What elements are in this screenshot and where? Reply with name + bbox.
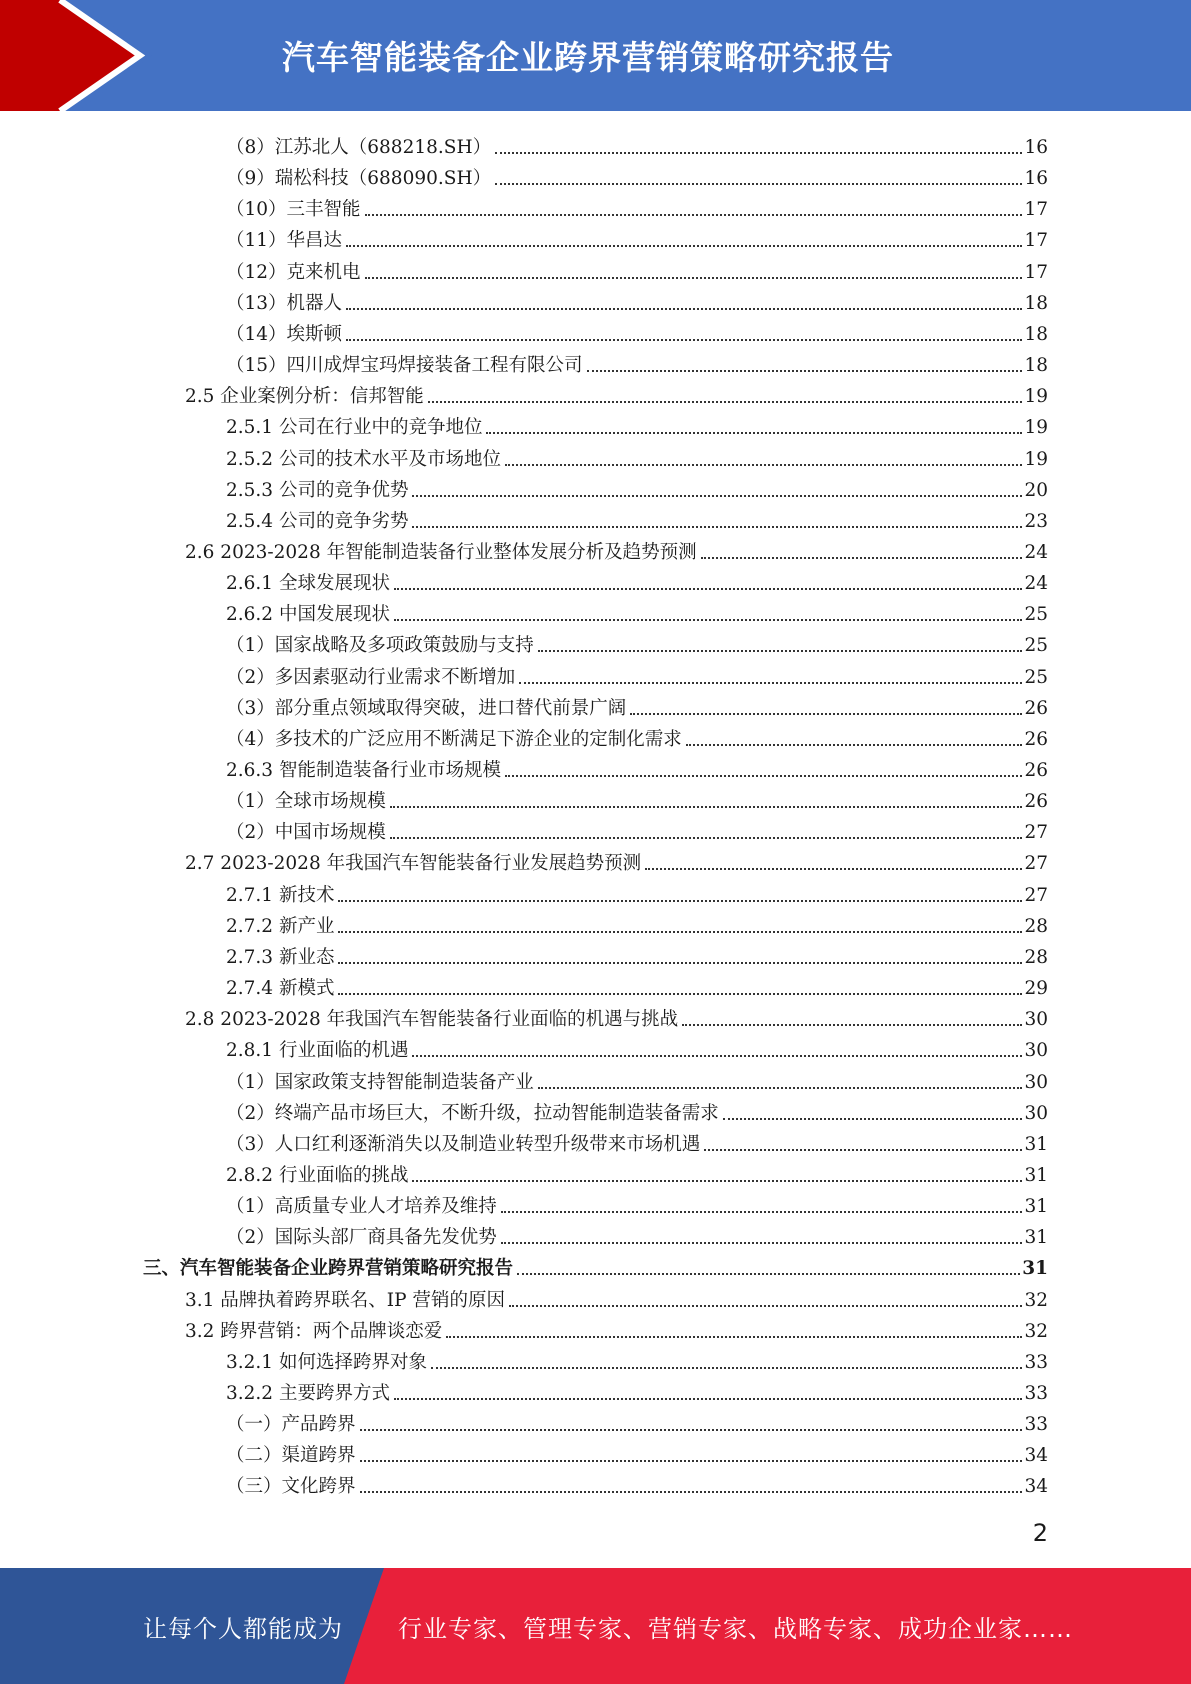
toc-entry[interactable] (226, 315, 1048, 346)
toc-entry[interactable] (226, 1031, 1048, 1062)
toc-entry-title: 2.6.3 智能制造装备行业市场规模 (226, 760, 501, 781)
toc-entry[interactable] (226, 658, 1048, 689)
toc-entry[interactable] (226, 408, 1048, 439)
toc-entry-page: 27 (1024, 822, 1048, 844)
toc-entry[interactable] (226, 969, 1048, 1000)
toc-entry[interactable] (226, 626, 1048, 657)
toc-dot-leader (412, 1055, 1022, 1057)
toc-entry-title: （13）机器人 (226, 292, 343, 314)
toc-dot-leader (431, 1367, 1022, 1369)
toc-dot-leader (686, 744, 1023, 746)
toc-entry-page: 31 (1024, 1164, 1048, 1186)
toc-dot-leader (509, 1305, 1023, 1307)
toc-entry-title: （8）江苏北人（688218.SH） (226, 137, 492, 158)
toc-dot-leader (338, 993, 1022, 995)
toc-entry-page: 30 (1024, 1040, 1048, 1062)
toc-entry-title: 2.7.4 新模式 (226, 978, 335, 1000)
report-title: 汽车智能装备企业跨界营销策略研究报告 (282, 38, 894, 77)
toc-entry-title: 2.7 2023-2028 年我国汽车智能装备行业发展趋势预测 (185, 853, 642, 875)
toc-entry-page: 33 (1024, 1351, 1048, 1373)
toc-dot-leader (501, 1242, 1023, 1244)
toc-entry-title: （2）终端产品市场巨大，不断升级，拉动智能制造装备需求 (226, 1102, 719, 1124)
toc-entry[interactable] (226, 502, 1048, 533)
toc-entry-title: 2.6.1 全球发展现状 (226, 573, 390, 595)
toc-entry[interactable] (185, 1281, 1048, 1312)
toc-entry[interactable] (226, 1405, 1048, 1436)
toc-entry-title: （10）三丰智能 (226, 199, 361, 221)
toc-entry-title: （二）渠道跨界 (226, 1445, 356, 1467)
toc-entry[interactable] (226, 1063, 1048, 1094)
toc-dot-leader (486, 432, 1022, 434)
toc-entry[interactable] (226, 1436, 1048, 1467)
toc-entry-page: 33 (1024, 1414, 1048, 1436)
toc-entry[interactable] (226, 1187, 1048, 1218)
toc-entry-title: 2.5.4 公司的竞争劣势 (226, 510, 409, 532)
toc-entry-title: 2.7.2 新产业 (226, 915, 335, 937)
toc-dot-leader (412, 526, 1022, 528)
toc-entry-title: （2）国际头部厂商具备先发优势 (226, 1227, 497, 1249)
toc-entry-title: 2.8 2023-2028 年我国汽车智能装备行业面临的机遇与挑战 (185, 1009, 679, 1031)
toc-entry[interactable] (226, 907, 1048, 938)
toc-entry-page: 33 (1024, 1383, 1048, 1404)
toc-dot-leader (682, 1024, 1022, 1026)
toc-entry[interactable] (185, 1312, 1048, 1343)
toc-entry-title: （2）多因素驱动行业需求不断增加 (226, 666, 516, 688)
toc-entry-title: （1）国家战略及多项政策鼓励与支持 (226, 635, 534, 657)
toc-entry-page: 30 (1024, 1071, 1048, 1093)
toc-dot-leader (360, 1429, 1023, 1431)
toc-entry-title: （3）人口红利逐渐消失以及制造业转型升级带来市场机遇 (226, 1133, 701, 1155)
toc-entry[interactable] (226, 346, 1048, 377)
toc-entry-title: （1）国家政策支持智能制造装备产业 (226, 1071, 534, 1093)
toc-entry-title: 2.6.2 中国发展现状 (226, 604, 390, 626)
toc-entry[interactable] (226, 876, 1048, 907)
toc-entry-page: 17 (1024, 199, 1048, 221)
toc-dot-leader (519, 682, 1022, 684)
toc-entry-title: 2.5.3 公司的竞争优势 (226, 479, 409, 501)
toc-dot-leader (704, 1149, 1022, 1151)
toc-entry-title: （三）文化跨界 (226, 1476, 356, 1498)
toc-entry-title: 2.7.3 新业态 (226, 946, 335, 968)
page-number: 2 (1032, 1519, 1048, 1547)
toc-entry[interactable] (226, 1467, 1048, 1498)
toc-entry[interactable] (226, 440, 1048, 471)
toc-dot-leader (723, 1118, 1023, 1120)
toc-entry-title: （14）埃斯顿 (226, 323, 343, 345)
toc-entry-page: 25 (1024, 635, 1048, 657)
toc-dot-leader (338, 900, 1022, 902)
toc-entry-title: （9）瑞松科技（688090.SH） (226, 168, 492, 190)
footer-slogan-right: 行业专家、管理专家、营销专家、战略专家、成功企业家…… (398, 1614, 1073, 1643)
toc-entry-page: 30 (1024, 1102, 1048, 1124)
toc-entry-title: 2.7.1 新技术 (226, 884, 335, 906)
toc-dot-leader (495, 152, 1022, 154)
toc-dot-leader (505, 775, 1022, 777)
toc-entry[interactable] (143, 1249, 1048, 1280)
toc-entry-title: （1）全球市场规模 (226, 791, 386, 813)
toc-entry-page: 19 (1024, 386, 1048, 408)
toc-entry-page: 25 (1024, 604, 1048, 626)
toc-entry-title: 三、汽车智能装备企业跨界营销策略研究报告 (143, 1258, 514, 1280)
toc-entry[interactable] (226, 782, 1048, 813)
toc-dot-leader (412, 1180, 1022, 1182)
toc-entry-page: 19 (1024, 448, 1048, 470)
toc-entry-page: 17 (1024, 261, 1048, 283)
toc-entry[interactable] (226, 1094, 1048, 1125)
toc-entry-page: 16 (1024, 137, 1048, 158)
footer-slogan-left: 让每个人都能成为 (143, 1614, 343, 1643)
toc-entry-title: 3.2.1 如何选择跨界对象 (226, 1351, 427, 1373)
toc-entry[interactable] (226, 471, 1048, 502)
toc-dot-leader (517, 1273, 1020, 1275)
toc-entry-page: 32 (1024, 1289, 1048, 1311)
toc-entry-title: 2.6 2023-2028 年智能制造装备行业整体发展分析及趋势预测 (185, 541, 697, 563)
toc-entry-page: 17 (1024, 230, 1048, 252)
red-chevron-logo (0, 0, 200, 111)
toc-entry[interactable] (226, 1374, 1048, 1405)
toc-entry-title: 3.2.2 主要跨界方式 (226, 1383, 390, 1404)
toc-entry[interactable] (226, 1156, 1048, 1187)
toc-dot-leader (346, 308, 1022, 310)
toc-dot-leader (394, 588, 1022, 590)
toc-dot-leader (428, 401, 1023, 403)
toc-entry-title: 2.8.1 行业面临的机遇 (226, 1040, 409, 1062)
toc-entry-page: 18 (1024, 323, 1048, 345)
toc-entry-page: 31 (1024, 1133, 1048, 1155)
toc-dot-leader (630, 713, 1022, 715)
toc-entry-page: 34 (1024, 1476, 1048, 1498)
toc-entry-page: 16 (1024, 168, 1048, 190)
toc-dot-leader (538, 650, 1023, 652)
toc-entry-title: （2）中国市场规模 (226, 822, 386, 844)
toc-entry[interactable] (226, 1125, 1048, 1156)
toc-dot-leader (394, 619, 1022, 621)
toc-dot-leader (701, 557, 1023, 559)
toc-dot-leader (346, 339, 1022, 341)
toc-dot-leader (645, 868, 1022, 870)
toc-entry-page: 26 (1024, 791, 1048, 813)
toc-entry-title: 2.5.2 公司的技术水平及市场地位 (226, 448, 501, 470)
toc-entry[interactable] (226, 128, 1048, 159)
toc-dot-leader (390, 806, 1023, 808)
toc-entry[interactable] (226, 1218, 1048, 1249)
toc-entry-title: （15）四川成焊宝玛焊接装备工程有限公司 (226, 355, 583, 377)
toc-entry-title: 2.5.1 公司在行业中的竞争地位 (226, 417, 483, 439)
toc-dot-leader (346, 245, 1022, 247)
toc-entry-page: 19 (1024, 417, 1048, 439)
toc-dot-leader (412, 495, 1022, 497)
toc-dot-leader (338, 931, 1022, 933)
toc-dot-leader (495, 183, 1022, 185)
toc-entry-title: 3.1 品牌执着跨界联名、IP 营销的原因 (185, 1289, 505, 1311)
toc-entry-title: （1）高质量专业人才培养及维持 (226, 1196, 497, 1218)
toc-entry-title: （4）多技术的广泛应用不断满足下游企业的定制化需求 (226, 728, 682, 750)
toc-entry-page: 26 (1024, 728, 1048, 750)
toc-entry-page: 24 (1024, 541, 1048, 563)
toc-entry-page: 24 (1024, 573, 1048, 595)
toc-entry-title: （12）克来机电 (226, 261, 361, 283)
toc-entry-title: 2.8.2 行业面临的挑战 (226, 1164, 409, 1186)
toc-entry[interactable] (226, 595, 1048, 626)
toc-entry[interactable] (226, 159, 1048, 190)
toc-dot-leader (394, 1398, 1022, 1400)
toc-entry[interactable] (185, 1000, 1048, 1031)
toc-entry-page: 31 (1024, 1196, 1048, 1218)
toc-dot-leader (338, 962, 1022, 964)
toc-entry-page: 31 (1022, 1258, 1048, 1280)
toc-entry-page: 18 (1024, 355, 1048, 377)
toc-entry-page: 25 (1024, 666, 1048, 688)
toc-entry-page: 27 (1024, 884, 1048, 906)
toc-dot-leader (587, 370, 1023, 372)
toc-entry-page: 26 (1024, 760, 1048, 781)
toc-dot-leader (538, 1087, 1023, 1089)
toc-entry-page: 29 (1024, 978, 1048, 1000)
toc-entry[interactable] (226, 564, 1048, 595)
toc-entry-page: 28 (1024, 946, 1048, 968)
toc-dot-leader (365, 214, 1023, 216)
page-header (0, 0, 1191, 111)
toc-entry-title: （3）部分重点领域取得突破，进口替代前景广阔 (226, 697, 627, 719)
toc-dot-leader (365, 277, 1023, 279)
toc-entry[interactable] (226, 689, 1048, 720)
toc-entry-page: 32 (1024, 1320, 1048, 1342)
toc-dot-leader (501, 1211, 1023, 1213)
toc-dot-leader (360, 1460, 1023, 1462)
toc-dot-leader (446, 1336, 1022, 1338)
toc-entry[interactable] (185, 377, 1048, 408)
toc-entry-page: 31 (1024, 1227, 1048, 1249)
toc-entry[interactable] (226, 221, 1048, 252)
toc-entry-page: 34 (1024, 1445, 1048, 1467)
toc-entry[interactable] (226, 751, 1048, 782)
toc-entry[interactable] (185, 844, 1048, 875)
toc-entry-title: （一）产品跨界 (226, 1414, 356, 1436)
toc-entry-title: 2.5 企业案例分析：信邦智能 (185, 386, 424, 408)
toc-entry[interactable] (226, 284, 1048, 315)
toc-entry[interactable] (226, 190, 1048, 221)
toc-dot-leader (505, 464, 1022, 466)
toc-entry[interactable] (226, 938, 1048, 969)
toc-entry-page: 30 (1024, 1009, 1048, 1031)
toc-entry-page: 26 (1024, 697, 1048, 719)
toc-dot-leader (360, 1491, 1023, 1493)
toc-entry[interactable] (185, 533, 1048, 564)
toc-entry-page: 20 (1024, 479, 1048, 501)
page-footer (0, 1568, 1191, 1684)
toc-entry-page: 27 (1024, 853, 1048, 875)
toc-entry-title: （11）华昌达 (226, 230, 343, 252)
toc-entry-page: 18 (1024, 292, 1048, 314)
toc-entry-page: 28 (1024, 915, 1048, 937)
toc-entry[interactable] (226, 720, 1048, 751)
toc-dot-leader (390, 837, 1023, 839)
toc-entry[interactable] (226, 253, 1048, 284)
toc-entry[interactable] (226, 813, 1048, 844)
toc-entry[interactable] (226, 1343, 1048, 1374)
toc-entry-title: 3.2 跨界营销：两个品牌谈恋爱 (185, 1320, 443, 1342)
toc-entry-page: 23 (1024, 510, 1048, 532)
